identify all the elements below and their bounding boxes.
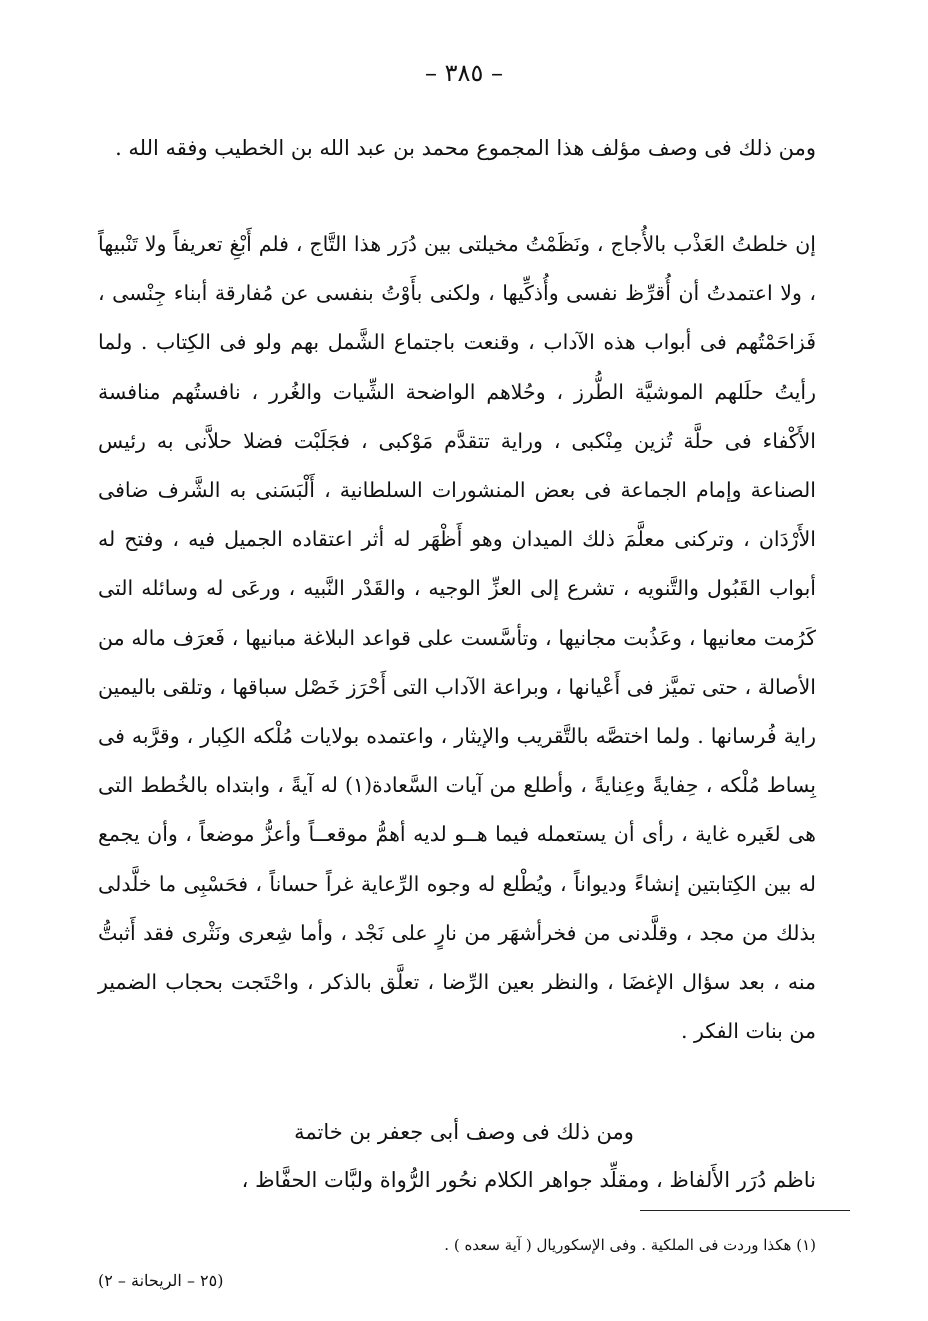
footnote-divider <box>640 1210 850 1211</box>
signature-mark: (٢٥ – الريحانة – ٢) <box>98 1271 224 1290</box>
page-number: – ٣٨٥ – <box>425 59 503 87</box>
section-heading: ومن ذلك فى وصف أبى جعفر بن خاتمة <box>294 1120 634 1144</box>
intro-heading: ومن ذلك فى وصف مؤلف هذا المجموع محمد بن عبد الله بن الخطيب وفقه الله . <box>115 136 816 160</box>
footnote: (١) هكذا وردت فى الملكية . وفى الإسكوريال ( آية سعده ) . <box>444 1236 816 1254</box>
verse-line: ناظم دُرَر الأَلفاظ ، ومقلِّد جواهر الكلام نحُور الرُّواة ولبَّات الحفَّاظ ، <box>241 1168 816 1192</box>
body-paragraph: إن خلطتُ العَذْب بالأُجاج ، ونَظَمْتُ مخيلتى بين دُرَر هذا التَّاج ، فلم أَبْغِ تعريفاً ولا تَنْبيهاً ، ولا اعتمدتُ أن أُقرِّظ نفسى وأُذكِّيها ، ولكنى بأَوْتُ بنفسى عن مُفارقة أبناء جِنْسى ، فَزاحَمْتُهم فى أبواب هذه الآداب ، وقنعت باجتماع الشَّمل بهم ولو فى الكِتاب . ولما رأيتُ حلَلهم الموشيَّة الطُّرز ، وحُلاهم الواضحة الشِّيات والغُرر ، نافستُهم منافسة الأَكْفاء فى حلَّة تُزين مِنْكبى ، وراية تتقدَّم مَوْكبى ، فجَلَبْت فضلا حلاَّنى به رئيس الصناعة وإمام الجماعة فى بعض المنشورات السلطانية ، أَلْبَسَنى به الشَّرف ضافى الأَرْدَان ، وتركنى معلَّمَ ذلك الميدان وهو أَظْهَر له أثر اعتقاده الجميل فيه ، وفتح له أبواب القَبُول والتَّنويه ، تشرع إلى العزِّ الوجيه ، والقَدْر النَّبيه ، ورعَى له وسائله التى كَرُمت معانيها ، وعَذُبت مجانيها ، وتأسَّست على قواعد البلاغة مبانيها ، فَعرَف ماله من الأصالة ، حتى تميَّز فى أَعْيانها ، وبراعة الآداب التى أَحْرَز خَصْل سباقها ، وتلقى باليمين راية فُرسانها . ولما اختصَّه بالتَّقريب والإيثار ، واعتمده بولايات مُلْكه الكِبار ، وقرَّبه فى بِساط مُلْكه ، حِفايةً وعِنايةً ، وأطلع من آيات السَّعادة(١) له آيةً ، وابتداه بالخُطط التى هى لغَيره غاية ، رأى أن يستعمله فيما هــو لديه أهمُّ موقعــاً وأعزُّ موضعاً ، وأن يجمع له بين الكِتابتين إنشاءً وديواناً ، ويُطْلع له وجوه الرِّعاية غراً حساناً ، فحَسْبِى ما خلَّدلى بذلك من مجد ، وقلَّدنى من فخرأشهَر من نارٍ على نَجْد ، وأما شِعرى ونَثْرى فقد أَثبتُّ منه ، بعد سؤال الإغضَا ، والنظر بعين الرِّضا ، تعلَّق بالذكر ، واحْتَجت بحجاب الضمير من بنات الفكر . <box>98 232 816 1044</box>
